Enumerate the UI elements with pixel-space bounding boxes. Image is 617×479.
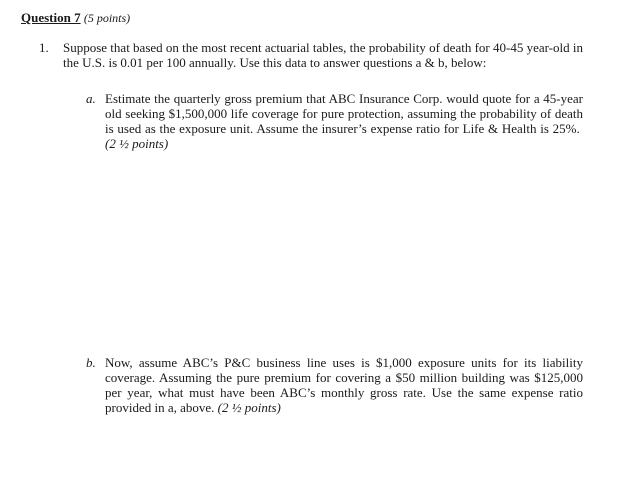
part-b-body <box>105 355 583 415</box>
question-item-1 <box>39 40 583 70</box>
part-b-text: Now, assume ABC’s P&C business line uses is $1,000 exposure units for its liability coverage. Assuming the pure premium for covering a $50 million building was $125,000 per year, what must have been ABC’s monthly gross rate. Use the same expense ratio provided in a, above. <box>105 355 583 415</box>
part-b <box>86 355 583 415</box>
question-points: (5 points) <box>83 11 131 25</box>
part-a-body <box>105 91 583 151</box>
part-b-points: (2 ½ points) <box>217 400 281 415</box>
part-a-text: Estimate the quarterly gross premium that ABC Insurance Corp. would quote for a 45-year old seeking $1,500,000 life coverage for pure protection, assuming the probability of death is used as the exposure unit. Assume the insurer’s expense ratio for Life & Health is 25%. <box>105 91 583 136</box>
part-a-letter: a. <box>86 91 96 106</box>
part-a-points: (2 ½ points) <box>105 136 169 151</box>
item-number: 1. <box>39 40 49 55</box>
question-header <box>21 10 130 26</box>
question-title: Question 7 <box>21 10 81 25</box>
part-a <box>86 91 583 151</box>
part-b-letter: b. <box>86 355 96 370</box>
item-text: Suppose that based on the most recent actuarial tables, the probability of death for 40-45 year-old in the U.S. is 0.01 per 100 annually. Use this data to answer questions a & b, below: <box>63 40 583 70</box>
